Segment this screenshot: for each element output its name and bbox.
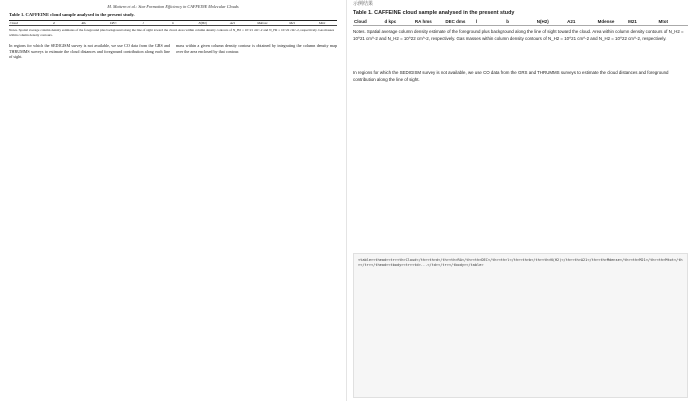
rendered-body-text: In regions for which the SEDIGISM survey is not available, we use CO data from the GRS and THRUMMS surveys to estimate the cloud distances and foreground contribution along the line of sight. [353, 70, 669, 82]
running-header: M. Mattern et al.: Star Formation Efficiency in CAFFEINE Molecular Clouds [107, 4, 239, 9]
rendered-table [353, 18, 688, 26]
paper-column-header: l [128, 21, 158, 26]
rendered-column-header: DEC dms [444, 18, 474, 26]
paper-column-header: Cloud [9, 21, 39, 26]
rendered-column-header: Cloud [353, 18, 383, 26]
rendered-column-header: d kpc [383, 18, 413, 26]
paper-column-header: N(H2) [188, 21, 218, 26]
paper-column-header: M21 [277, 21, 307, 26]
paper-column-header: A21 [218, 21, 248, 26]
paper-table-header [9, 21, 337, 26]
paper-column-header: RA [69, 21, 99, 26]
rendered-notes: Notes. Spatial average column density estimate of the foreground plus background along the line of sight toward the cloud. Area within column density contours of N_H2 = 10^21 cm^-2 and N_H2 = 10^22 cm^-2, respectively. Gas masses within column density contours of N_H2 = 10^21 cm^-2 and N_H2 = 10^22 cm^-2, respectively. [353, 29, 684, 41]
body-column-right: mass within a given column density contour is obtained by integrating the column density map over the area enclosed by that contour. [176, 43, 337, 54]
paper-body-text [9, 43, 337, 69]
paper-column-header: d [39, 21, 69, 26]
rendered-column-header: Mtot [658, 18, 688, 26]
html-source-box[interactable] [353, 253, 688, 398]
rendered-column-header: RA hms [414, 18, 444, 26]
rendered-column-header: N(H2) [536, 18, 566, 26]
paper-column-header: DEC [98, 21, 128, 26]
reconstruction-viewer [351, 0, 692, 401]
rendered-column-header: b [505, 18, 535, 26]
rendered-column-header: A21 [566, 18, 596, 26]
paper-column-header: Mdense [248, 21, 278, 26]
paper-table [9, 20, 337, 26]
html-source-code: <table><thead><tr><th>Cloud</th><th>d</th><th>RA</th><th>DEC</th><th>l</th><th>b</th><th>N(H2)</th><th>A21</th><th>Mdense</th><th>M21</th><th>Mtot</th></tr></thead><tbody><tr><td>...</td></tr></tbody></table> [358, 258, 683, 268]
table-notes: Notes. Spatial average column density estimates of the foreground plus background along the line of sight toward the cloud. Area within column density contours of N_H2 = 10^21 cm^-2 and N_H2 = 10^22 cm^-2, respectively. Gas masses within column density contours. [9, 28, 335, 37]
rendered-table-header [353, 18, 688, 26]
rendered-column-header: Mdense [597, 18, 627, 26]
table-caption: Table 1. CAFFEINE cloud sample analysed in the present study. [9, 12, 135, 17]
body-column-left: In regions for which the SEDIGISM survey is not available, we use CO data from the GRS and THRUMMS surveys to estimate the cloud distances and foreground contribution along each line of sight. [9, 43, 170, 59]
rendered-caption: Table 1. CAFFEINE cloud sample analysed in the present study [353, 10, 515, 16]
paper-column-header: b [158, 21, 188, 26]
paper-column-header: Mtot [307, 21, 337, 26]
viewer-title: 示例结果 [353, 1, 374, 7]
rendered-column-header: M21 [627, 18, 657, 26]
rendered-column-header: l [475, 18, 505, 26]
